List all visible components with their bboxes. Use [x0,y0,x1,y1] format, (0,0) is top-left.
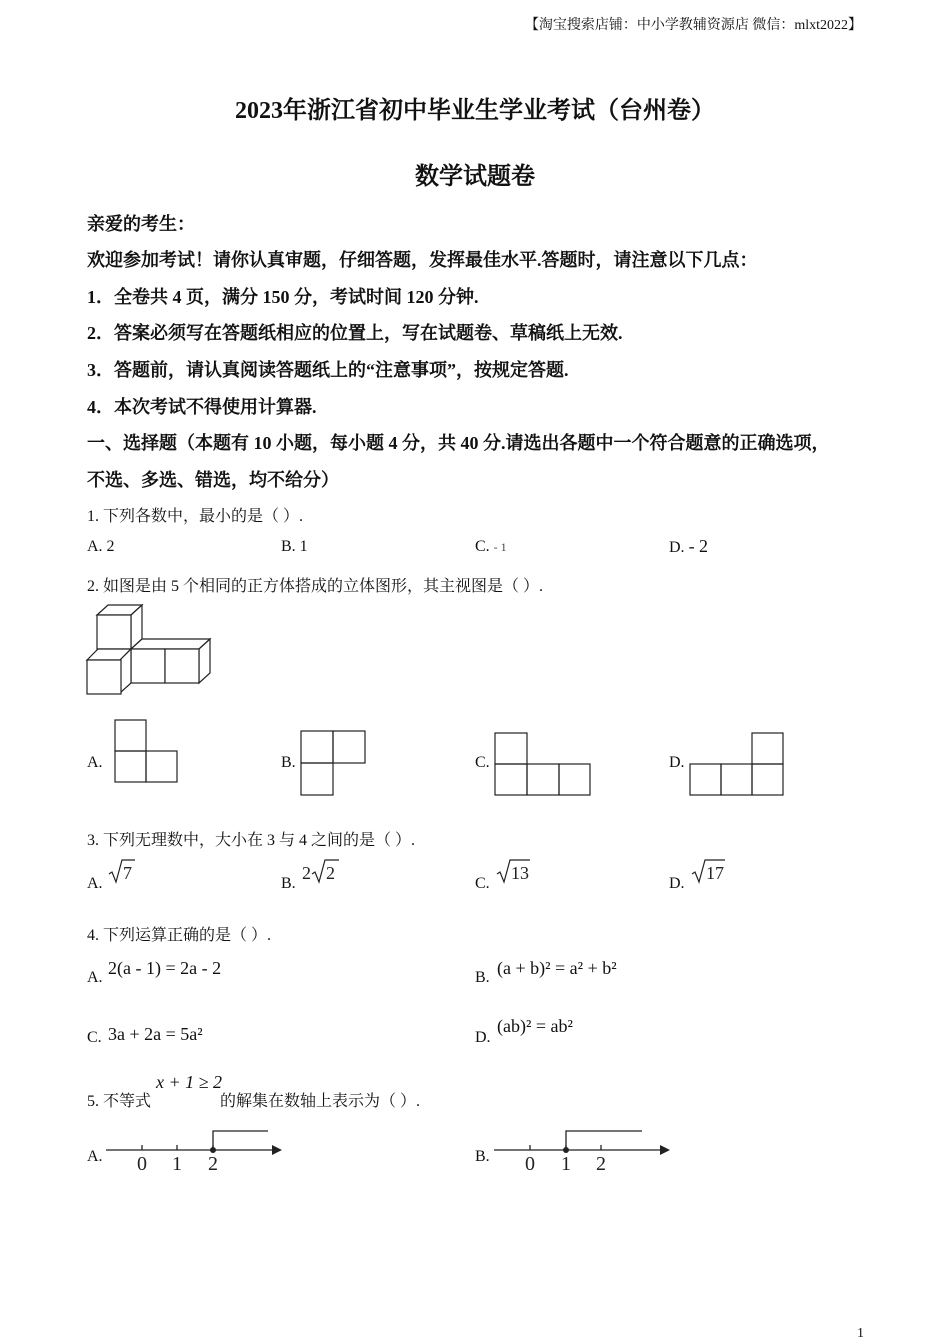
q3-option-b-value: 2 [326,863,335,883]
q5-option-b-numberline [492,1128,672,1176]
q4-option-c: C. [87,1029,102,1046]
note-1: 1．全卷共 4 页，满分 150 分，考试时间 120 分钟. [87,287,479,307]
q5-a-tick-2: 2 [208,1153,218,1175]
q5-option-a: A. [87,1148,103,1165]
q1-option-c-label: C. [475,538,490,555]
welcome-text: 欢迎参加考试！请你认真审题，仔细答题，发挥最佳水平.答题时，请注意以下几点： [87,250,758,270]
q2-option-d-figure [689,732,785,797]
q5-stem-after: 的解集在数轴上表示为（ ）. [220,1093,421,1110]
q1-option-d-label: D. [669,539,685,556]
q1-option-c-value: - 1 [493,540,507,554]
q3-option-c-value: 13 [511,863,529,883]
q2-option-c: C. [475,754,490,771]
q1-option-d-value: - 2 [688,536,709,556]
q3-option-a-value: 7 [123,863,132,883]
q3-option-a-radical [108,858,136,884]
note-2: 2．答案必须写在答题纸相应的位置上，写在试题卷、草稿纸上无效. [87,323,623,343]
section-heading-cont: 不选、多选、错选，均不给分） [87,470,339,490]
q3-option-d-value: 17 [706,863,724,883]
cube-figure [86,604,212,696]
q1-stem: 1. 下列各数中，最小的是（ ）. [87,508,304,525]
q2-option-b-figure [300,730,368,796]
q1-option-c [475,538,507,556]
q3-option-b-coefficient: 2 [302,863,311,883]
q5-b-tick-1: 1 [561,1153,571,1175]
q2-option-a: A. [87,754,103,771]
q5-a-tick-0: 0 [137,1153,147,1175]
greeting: 亲爱的考生： [87,214,195,234]
q3-option-c: C. [475,875,490,892]
q5-option-b: B. [475,1148,490,1165]
q2-option-c-figure [494,732,592,797]
q5-a-tick-1: 1 [172,1153,182,1175]
header-note: 【淘宝搜索店铺：中小学教辅资源店 微信：mlxt2022】 [524,18,862,33]
q5-inequality: x + 1 ≥ 2 [156,1072,223,1092]
q3-stem: 3. 下列无理数中，大小在 3 与 4 之间的是（ ）. [87,832,416,849]
q5-option-a-numberline [104,1128,284,1176]
q2-option-a-figure [114,719,180,783]
q3-option-c-radical [496,858,532,884]
q1-option-a: A. 2 [87,538,115,555]
q5-b-tick-0: 0 [525,1153,535,1175]
q3-option-b-radical [302,858,342,884]
section-heading: 一、选择题（本题有 10 小题，每小题 4 分，共 40 分.请选出各题中一个符合题意的正确选项， [87,433,830,453]
q4-option-d: D. [475,1029,491,1046]
q5-stem-before: 5. 不等式 [87,1093,152,1110]
q4-stem: 4. 下列运算正确的是（ ）. [87,927,272,944]
q4-option-b-expr: (a + b)² = a² + b² [497,958,617,978]
q5-b-tick-2: 2 [596,1153,606,1175]
q2-option-b: B. [281,754,296,771]
q3-option-d: D. [669,875,685,892]
note-3: 3．答题前，请认真阅读答题纸上的“注意事项”，按规定答题. [87,360,569,380]
q4-option-c-expr: 3a + 2a = 5a² [108,1024,203,1044]
q3-option-b: B. [281,875,296,892]
q2-option-d: D. [669,754,685,771]
q2-stem: 2. 如图是由 5 个相同的正方体搭成的立体图形，其主视图是（ ）. [87,578,544,595]
q4-option-a-expr: 2(a - 1) = 2a - 2 [108,958,222,978]
q3-option-d-radical [691,858,727,884]
q1-option-b: B. 1 [281,538,308,555]
q3-option-a: A. [87,875,103,892]
q4-option-d-expr: (ab)² = ab² [497,1016,573,1036]
page-number: 1 [857,1326,864,1341]
q4-option-b: B. [475,969,490,986]
exam-title: 2023年浙江省初中毕业生学业考试（台州卷） [235,98,715,124]
q4-option-a: A. [87,969,103,986]
q1-option-d [669,536,708,557]
note-4: 4．本次考试不得使用计算器. [87,397,317,417]
exam-subtitle: 数学试题卷 [415,164,535,190]
